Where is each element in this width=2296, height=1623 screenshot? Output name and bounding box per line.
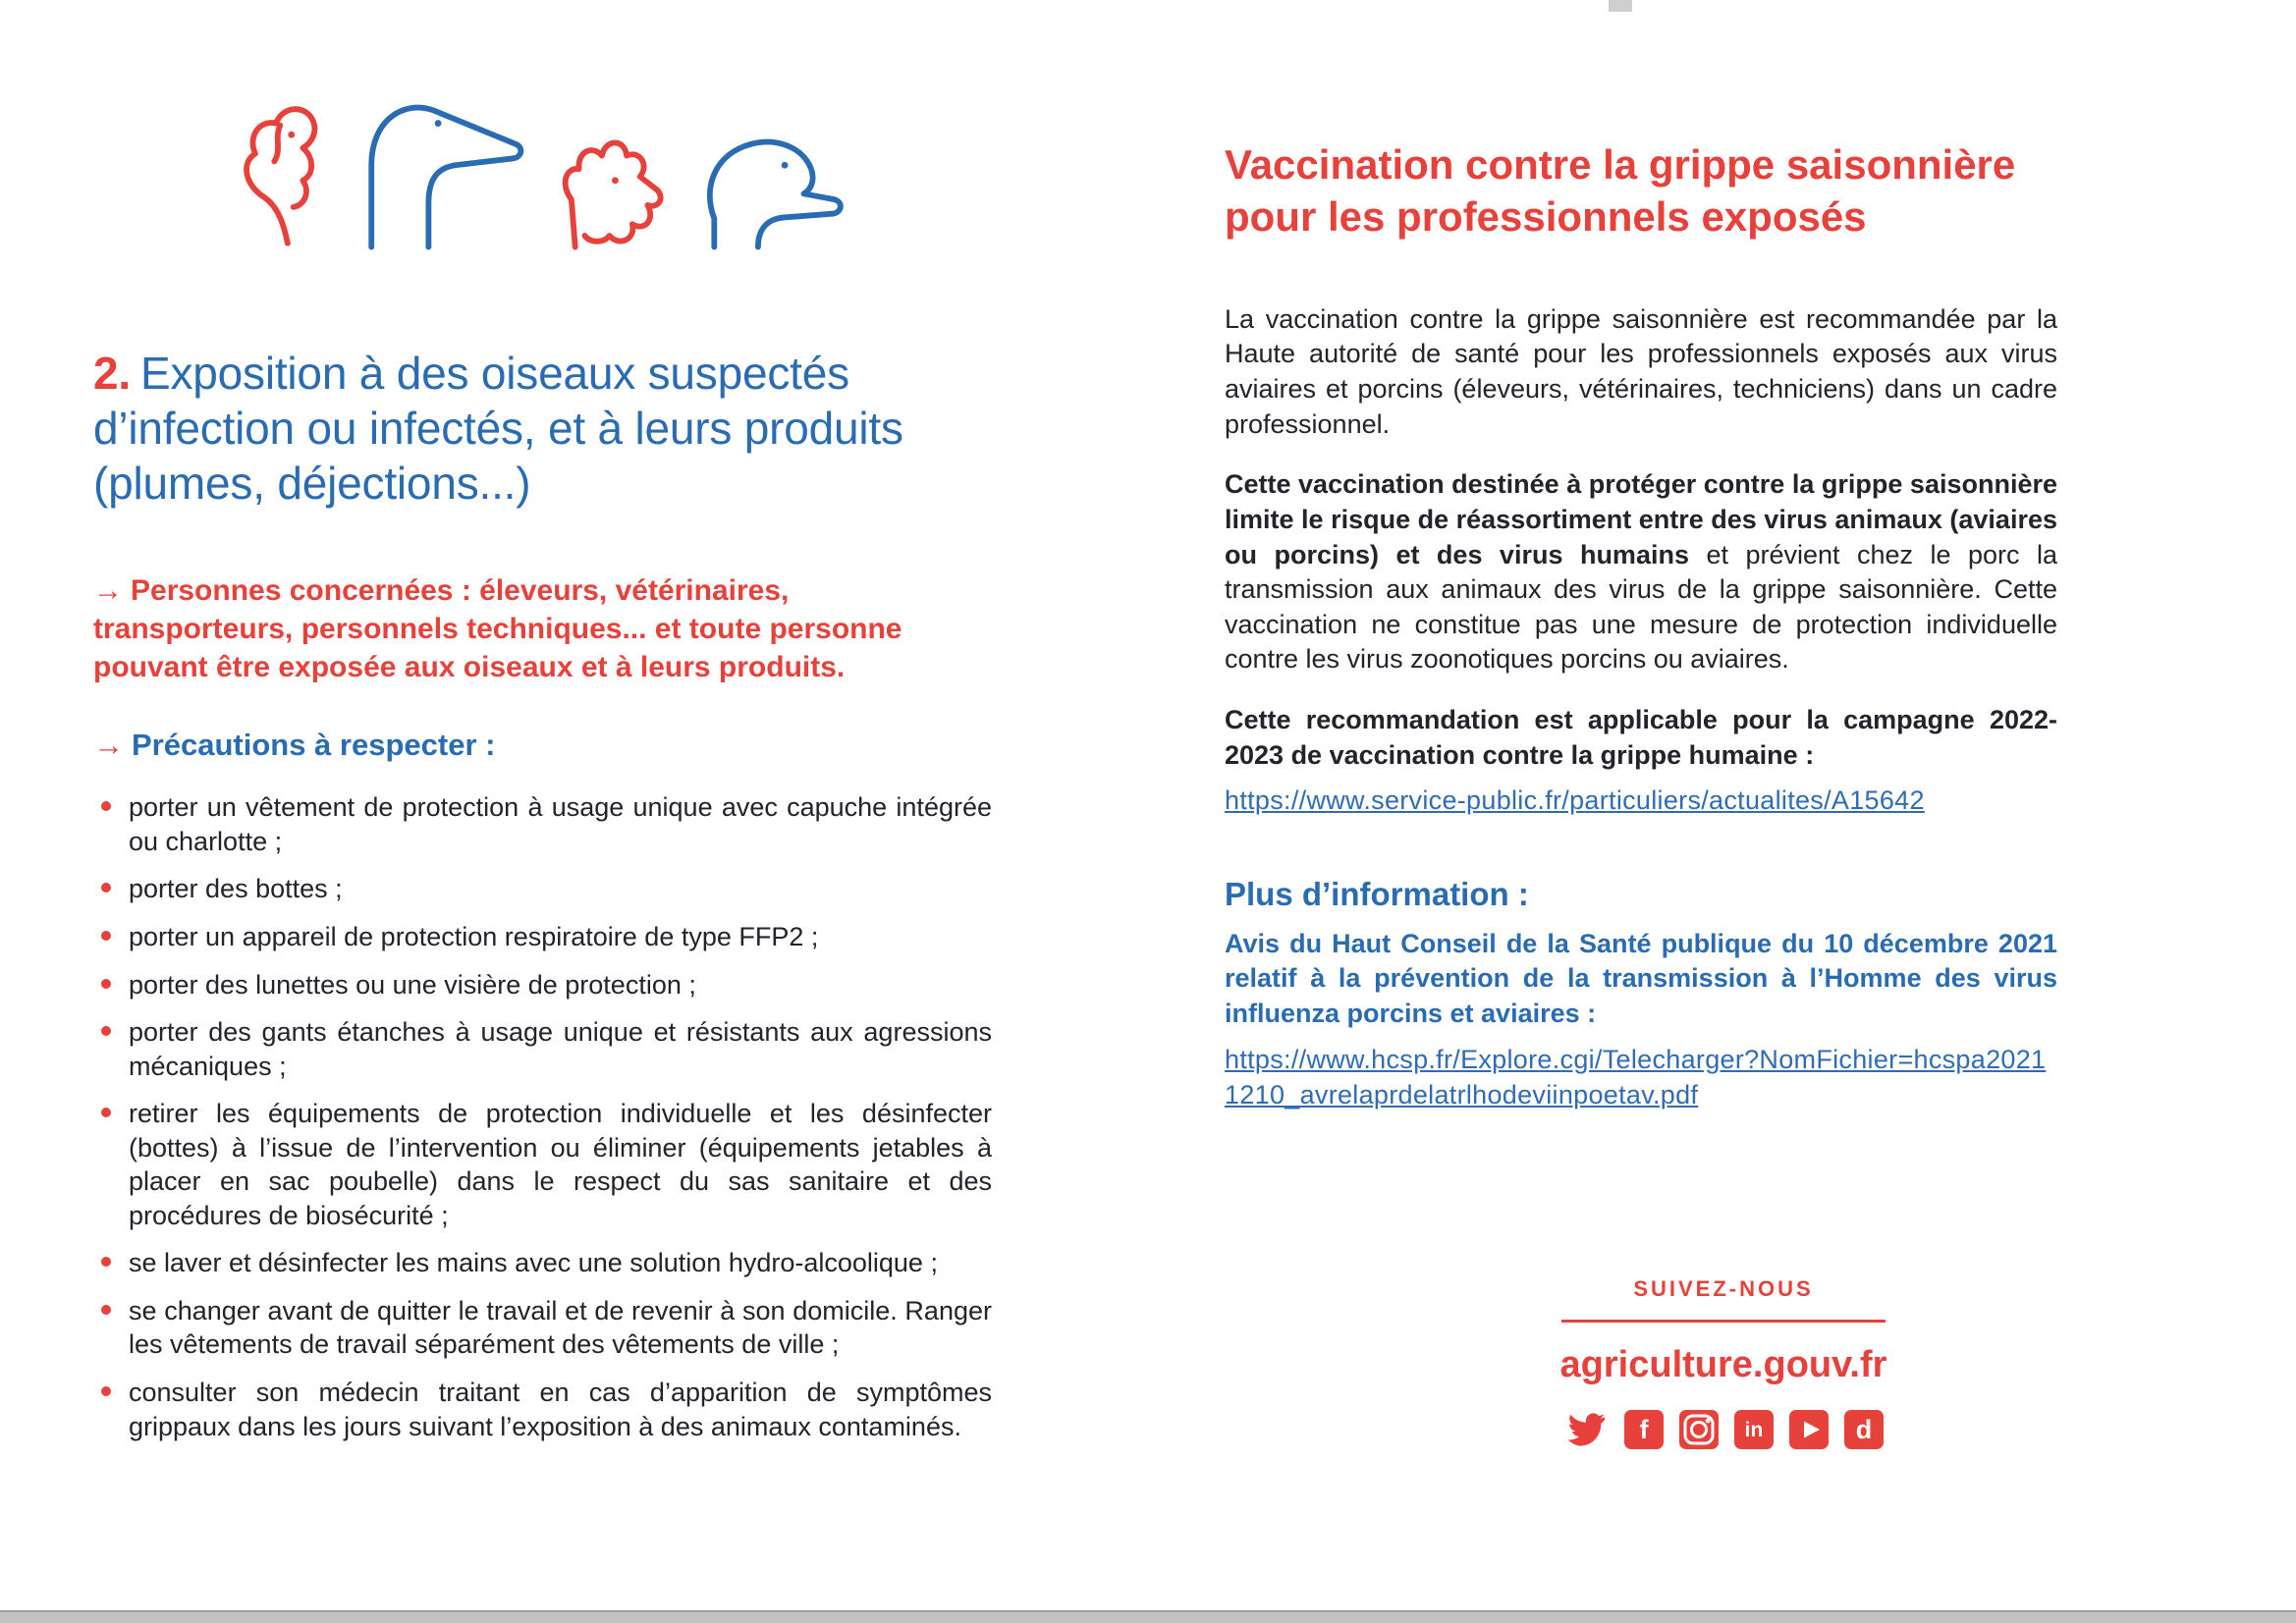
- paragraph-2-regular-text: et prévient chez le porc la transmission aux animaux des virus de la grippe saisonnière. Cette vaccination ne constitue pas une mesure de protection individuelle contre les virus zoonotiques porcins ou aviaires.: [1225, 539, 2057, 675]
- turkey-icon: [246, 109, 314, 243]
- more-info-heading: Plus d’information :: [1225, 875, 1529, 912]
- vaccination-paragraph-1: La vaccination contre la grippe saisonnière est recommandée par la Haute autorité de santé pour les professionnels exposés aux virus aviaires et porcins (éleveurs, vétérinaires, techniciens) dans un cadre professionnel.: [1225, 303, 2057, 439]
- facebook-icon[interactable]: [1624, 1410, 1664, 1449]
- duck-icon: [710, 142, 841, 247]
- scan-artifact-top: [1609, 0, 1632, 12]
- precautions-list: [93, 790, 992, 1443]
- precautions-heading-text: Précautions à respecter :: [132, 728, 496, 763]
- vaccination-heading: Vaccination contre la grippe saisonnière pour les professionnels exposés: [1225, 141, 2016, 240]
- goose-icon: [371, 108, 520, 247]
- list-item: retirer les équipements de protection individuelle et les désinfecter (bottes) à l’issue de l’intervention ou éliminer (équipements jetables à placer en sac poubelle) dans le respect du sas sanitaire et des procédures de biosécurité ;: [93, 1097, 992, 1232]
- left-column: [93, 0, 992, 1457]
- linkedin-icon[interactable]: [1734, 1410, 1774, 1449]
- section-heading: [93, 346, 992, 511]
- rooster-icon: [566, 142, 661, 246]
- social-icons: [1468, 1410, 1979, 1449]
- scan-artifact-bottom: [0, 1610, 2296, 1623]
- youtube-icon[interactable]: [1789, 1410, 1829, 1449]
- section-heading-text: Exposition à des oiseaux suspectés d’infection ou infectés, et à leurs produits (plumes, déjections...): [93, 348, 903, 510]
- site-url[interactable]: agriculture.gouv.fr: [1559, 1344, 1887, 1385]
- list-item: porter un appareil de protection respiratoire de type FFP2 ;: [93, 920, 992, 954]
- paragraph-2-bold-text: Cette vaccination destinée à protéger contre la grippe saisonnière limite le risque de réassortiment entre des virus animaux (aviaires ou porcins) et des virus humains: [1225, 469, 2057, 569]
- service-public-link-line: [1225, 783, 2057, 818]
- campaign-recommendation-text: Cette recommandation est applicable pour la campagne 2022-2023 de vaccination contre la grippe humaine :: [1225, 705, 2057, 770]
- arrow-icon: →: [93, 728, 124, 763]
- precautions-heading: [93, 728, 992, 763]
- vaccination-paragraph-2: [1225, 467, 2057, 677]
- divider: [1561, 1320, 1886, 1323]
- list-item: porter des lunettes ou une visière de protection ;: [93, 968, 992, 1002]
- list-item: se changer avant de quitter le travail et de revenir à son domicile. Ranger les vêtements de travail séparément des vêtements de ville ;: [93, 1294, 992, 1362]
- bird-illustrations-icon: [221, 74, 849, 302]
- right-column: [1225, 0, 2057, 1113]
- hcsp-notice-text: Avis du Haut Conseil de la Santé publique du 10 décembre 2021 relatif à la prévention de la transmission à l’Homme des virus influenza porcins et aviaires :: [1225, 928, 2057, 1028]
- hcsp-link[interactable]: https://www.hcsp.fr/Explore.cgi/Telecharger?NomFichier=hcspa20211210_avrelaprdelatrlhodeviinpoetav.pdf: [1225, 1044, 2047, 1110]
- linkedin-glyph: in: [1744, 1418, 1764, 1441]
- twitter-icon[interactable]: [1563, 1410, 1609, 1449]
- service-public-link[interactable]: https://www.service-public.fr/particuliers/actualites/A15642: [1225, 785, 1925, 816]
- persons-concerned-text: Personnes concernées : éleveurs, vétérinaires, transporteurs, personnels techniques... et toute personne pouvant être exposée aux oiseaux et à leurs produits.: [93, 574, 902, 684]
- dailymotion-icon[interactable]: [1844, 1410, 1884, 1449]
- footer: [1468, 1276, 1979, 1449]
- persons-concerned: [93, 571, 992, 686]
- section-number: 2.: [93, 348, 131, 399]
- arrow-icon: →: [93, 574, 123, 608]
- hcsp-link-line: [1225, 1042, 2057, 1113]
- list-item: se laver et désinfecter les mains avec une solution hydro-alcoolique ;: [93, 1246, 992, 1280]
- dailymotion-glyph: d: [1855, 1414, 1873, 1444]
- list-item: porter un vêtement de protection à usage unique avec capuche intégrée ou charlotte ;: [93, 790, 992, 858]
- list-item: porter des bottes ;: [93, 872, 992, 906]
- instagram-icon[interactable]: [1679, 1410, 1719, 1449]
- list-item: consulter son médecin traitant en cas d’apparition de symptômes grippaux dans les jours suivant l’exposition à des animaux contaminés.: [93, 1376, 992, 1443]
- facebook-glyph: f: [1639, 1414, 1649, 1444]
- list-item: porter des gants étanches à usage unique et résistants aux agressions mécaniques ;: [93, 1015, 992, 1083]
- follow-us-label: SUIVEZ-NOUS: [1633, 1276, 1814, 1301]
